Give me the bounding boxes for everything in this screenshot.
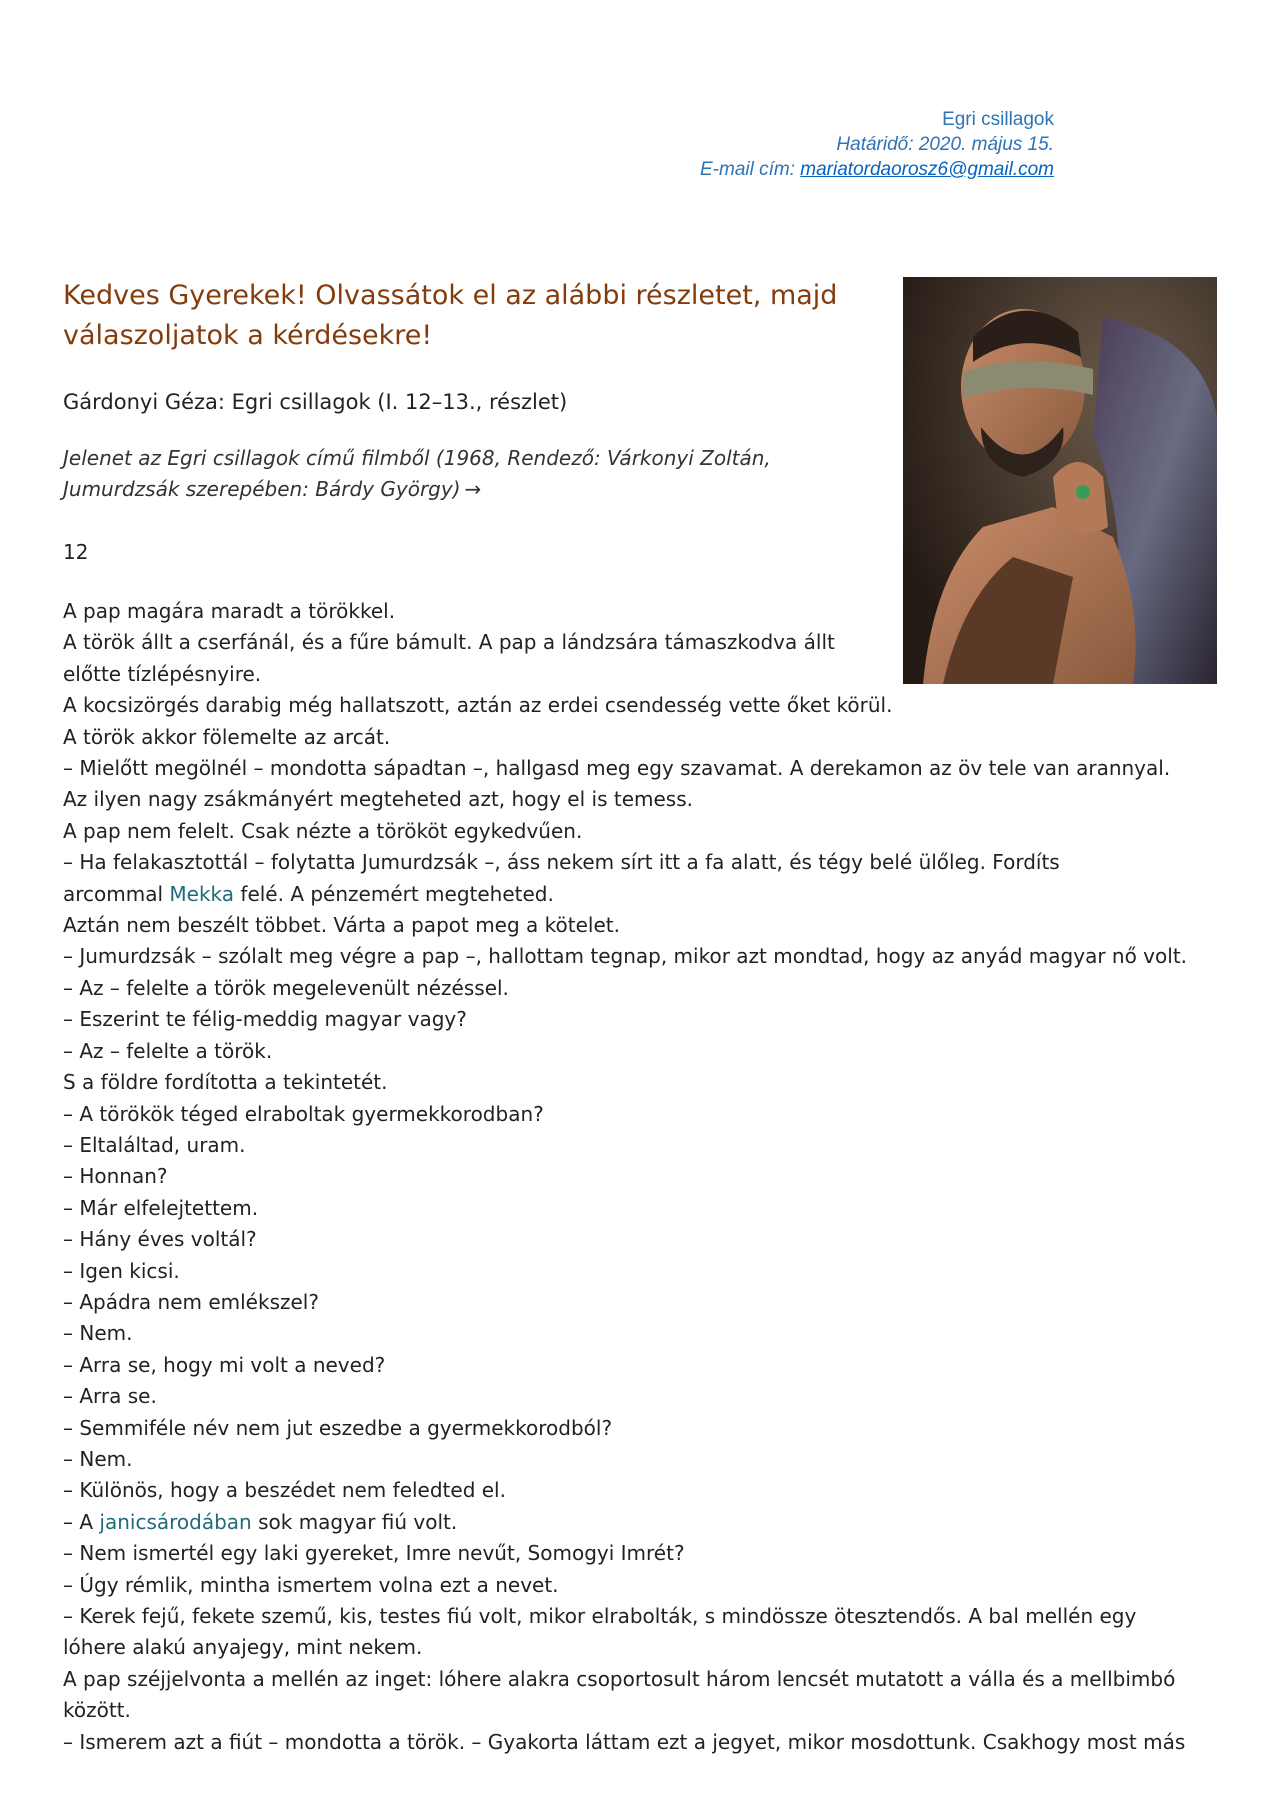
text-line: Aztán nem beszélt többet. Várta a papot meg a kötelet. xyxy=(63,913,620,938)
text-line: – Nem. xyxy=(63,1321,133,1346)
deadline-text: Határidő: 2020. május 15. xyxy=(836,134,1054,155)
text-line: A pap nem felelt. Csak nézte a törököt egykedvűen. xyxy=(63,818,583,843)
text-line: – A törökök téged elraboltak gyermekkorodban? xyxy=(63,1101,544,1126)
text-line: – Hány éves voltál? xyxy=(63,1227,257,1252)
text-line: – Nem. xyxy=(63,1446,133,1471)
page-headline xyxy=(63,276,883,356)
email-line xyxy=(700,157,1054,182)
janicsaroda-term: janicsárodában xyxy=(99,1509,252,1534)
text-segment: arcommal xyxy=(63,881,170,906)
headline-line-2: válaszoljatok a kérdésekre! xyxy=(63,320,433,351)
arrow-right-icon: → xyxy=(464,477,482,501)
text-line: – Jumurdzsák – szólalt meg végre a pap –, hallottam tegnap, mikor azt mondtad, hogy az anyád magyar nő volt. xyxy=(63,944,1188,969)
caption-line-1: Jelenet az Egri csillagok című filmből (1968, Rendező: Várkonyi Zoltán, xyxy=(63,446,771,470)
text-line: – Eltaláltad, uram. xyxy=(63,1132,246,1157)
text-line: Az ilyen nagy zsákmányért megteheted azt, hogy el is temess. xyxy=(63,787,693,812)
text-line: – Az – felelte a török megelevenült nézéssel. xyxy=(63,975,509,1000)
text-line: A pap magára maradt a törökkel. xyxy=(63,599,396,623)
text-line: – Arra se. xyxy=(63,1384,157,1409)
text-line: – Nem ismertél egy laki gyereket, Imre nevűt, Somogyi Imrét? xyxy=(63,1541,685,1566)
text-line: S a földre fordította a tekintetét. xyxy=(63,1070,388,1095)
text-segment: felé. A pénzemért megteheted. xyxy=(234,881,554,906)
text-line xyxy=(63,1507,1223,1538)
text-line: – Eszerint te félig-meddig magyar vagy? xyxy=(63,1007,467,1032)
email-label: E-mail cím: xyxy=(700,159,795,180)
text-line: A pap széjjelvonta a mellén az inget: lóhere alakra csoportosult három lencsét mutatott a válla és a mellbimbó xyxy=(63,1666,1176,1691)
text-line: – Igen kicsi. xyxy=(63,1258,180,1283)
text-line xyxy=(63,879,1223,910)
text-line: – Az – felelte a török. xyxy=(63,1038,273,1063)
text-line: – Semmiféle név nem jut eszedbe a gyermekkorodból? xyxy=(63,1415,613,1440)
story-text xyxy=(63,596,1223,1758)
mekka-term: Mekka xyxy=(169,881,235,906)
text-line: – Arra se, hogy mi volt a neved? xyxy=(63,1352,386,1377)
text-line: – Különös, hogy a beszédet nem feledted el. xyxy=(63,1478,506,1503)
text-line: A török akkor fölemelte az arcát. xyxy=(63,724,391,749)
text-line: lóhere alakú anyajegy, mint nekem. xyxy=(63,1635,423,1660)
text-segment: – A xyxy=(63,1509,100,1534)
text-segment: sok magyar fiú volt. xyxy=(251,1509,458,1534)
header-title: Egri csillagok xyxy=(942,109,1054,130)
headline-line-1: Kedves Gyerekek! Olvassátok el az alábbi részletet, majd xyxy=(63,280,838,311)
photo-caption xyxy=(63,443,893,505)
email-link[interactable]: mariatordaorosz6@gmail.com xyxy=(800,159,1054,180)
text-line: előtte tízlépésnyire. xyxy=(63,661,262,686)
text-line: – Ha felakasztottál – folytatta Jumurdzsák –, áss nekem sírt itt a fa alatt, és tégy belé ülőleg. Fordíts xyxy=(63,850,1060,875)
source-subtitle: Gárdonyi Géza: Egri csillagok (I. 12–13., részlet) xyxy=(63,390,568,414)
text-line: – Már elfelejtettem. xyxy=(63,1195,259,1220)
text-line: – Ismerem azt a fiút – mondotta a török. – Gyakorta láttam ezt a jegyet, mikor mosdottunk. Csakhogy most más xyxy=(63,1729,1186,1754)
text-line: – Honnan? xyxy=(63,1164,168,1189)
text-line: – Kerek fejű, fekete szemű, kis, testes fiú volt, mikor elrabolták, s mindössze ötesztendős. A bal mellén egy xyxy=(63,1604,1137,1628)
text-line: – Mielőtt megölnél – mondotta sápadtan –, hallgasd meg egy szavamat. A derekamon az öv tele van arannyal. xyxy=(63,756,1171,781)
text-line: – Apádra nem emlékszel? xyxy=(63,1289,319,1314)
caption-line-2: Jumurdzsák szerepében: Bárdy György) xyxy=(63,477,461,501)
text-line: A török állt a cserfánál, és a fűre bámult. A pap a lándzsára támaszkodva állt xyxy=(63,630,835,655)
chapter-number: 12 xyxy=(63,540,89,564)
text-line: között. xyxy=(63,1698,131,1723)
text-line: A kocsizörgés darabig még hallatszott, aztán az erdei csendesség vette őket körül. xyxy=(63,693,893,718)
document-header xyxy=(700,107,1054,182)
text-line: – Úgy rémlik, mintha ismertem volna ezt a nevet. xyxy=(63,1572,559,1597)
